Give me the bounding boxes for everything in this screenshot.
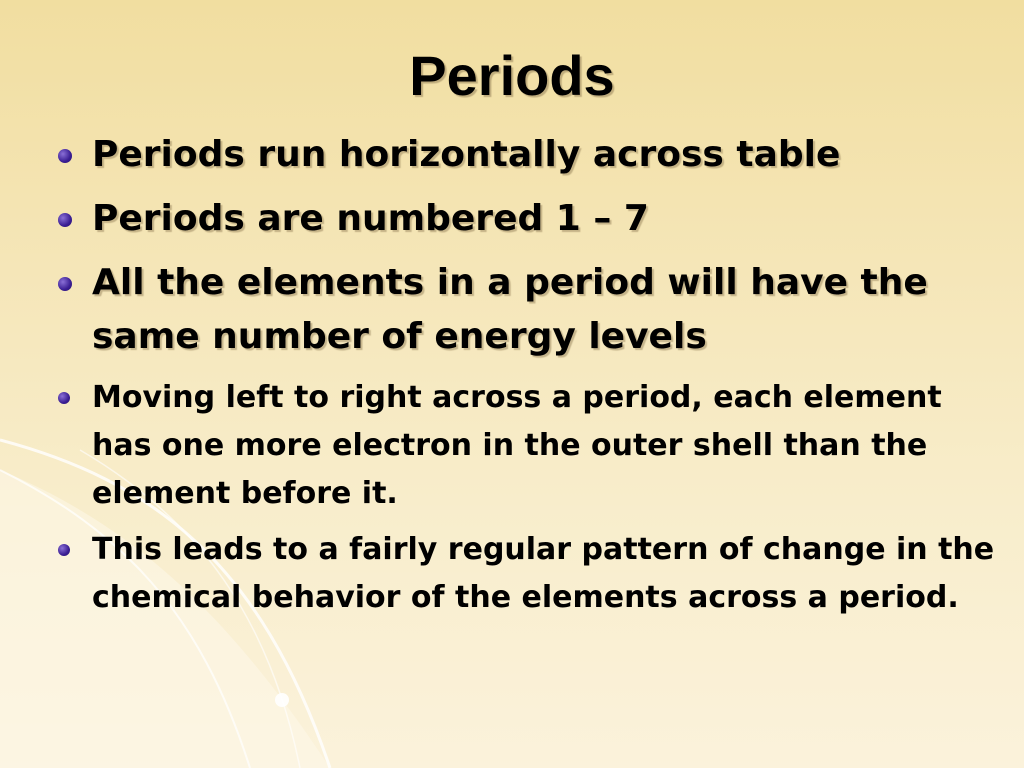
bullet-item [56, 192, 996, 246]
bullet-icon [58, 277, 72, 291]
bullet-icon [58, 392, 70, 404]
bullet-text: All the elements in a period will have the same number of energy levels [92, 262, 928, 357]
bullet-list [56, 128, 996, 628]
bullet-item [56, 526, 996, 622]
bullet-item [56, 128, 996, 182]
bullet-icon [58, 213, 72, 227]
slide-title: Periods [409, 44, 615, 107]
bullet-icon [58, 149, 72, 163]
bullet-item [56, 256, 996, 364]
bullet-text: Moving left to right across a period, each element has one more electron in the outer shell than the element before it. [92, 380, 942, 511]
bullet-item [56, 374, 996, 518]
bullet-text: Periods run horizontally across table [92, 134, 841, 175]
bullet-text: Periods are numbered 1 – 7 [92, 198, 649, 239]
bullet-icon [58, 544, 70, 556]
bullet-text: This leads to a fairly regular pattern of change in the chemical behavior of the elements across a period. [92, 532, 995, 615]
